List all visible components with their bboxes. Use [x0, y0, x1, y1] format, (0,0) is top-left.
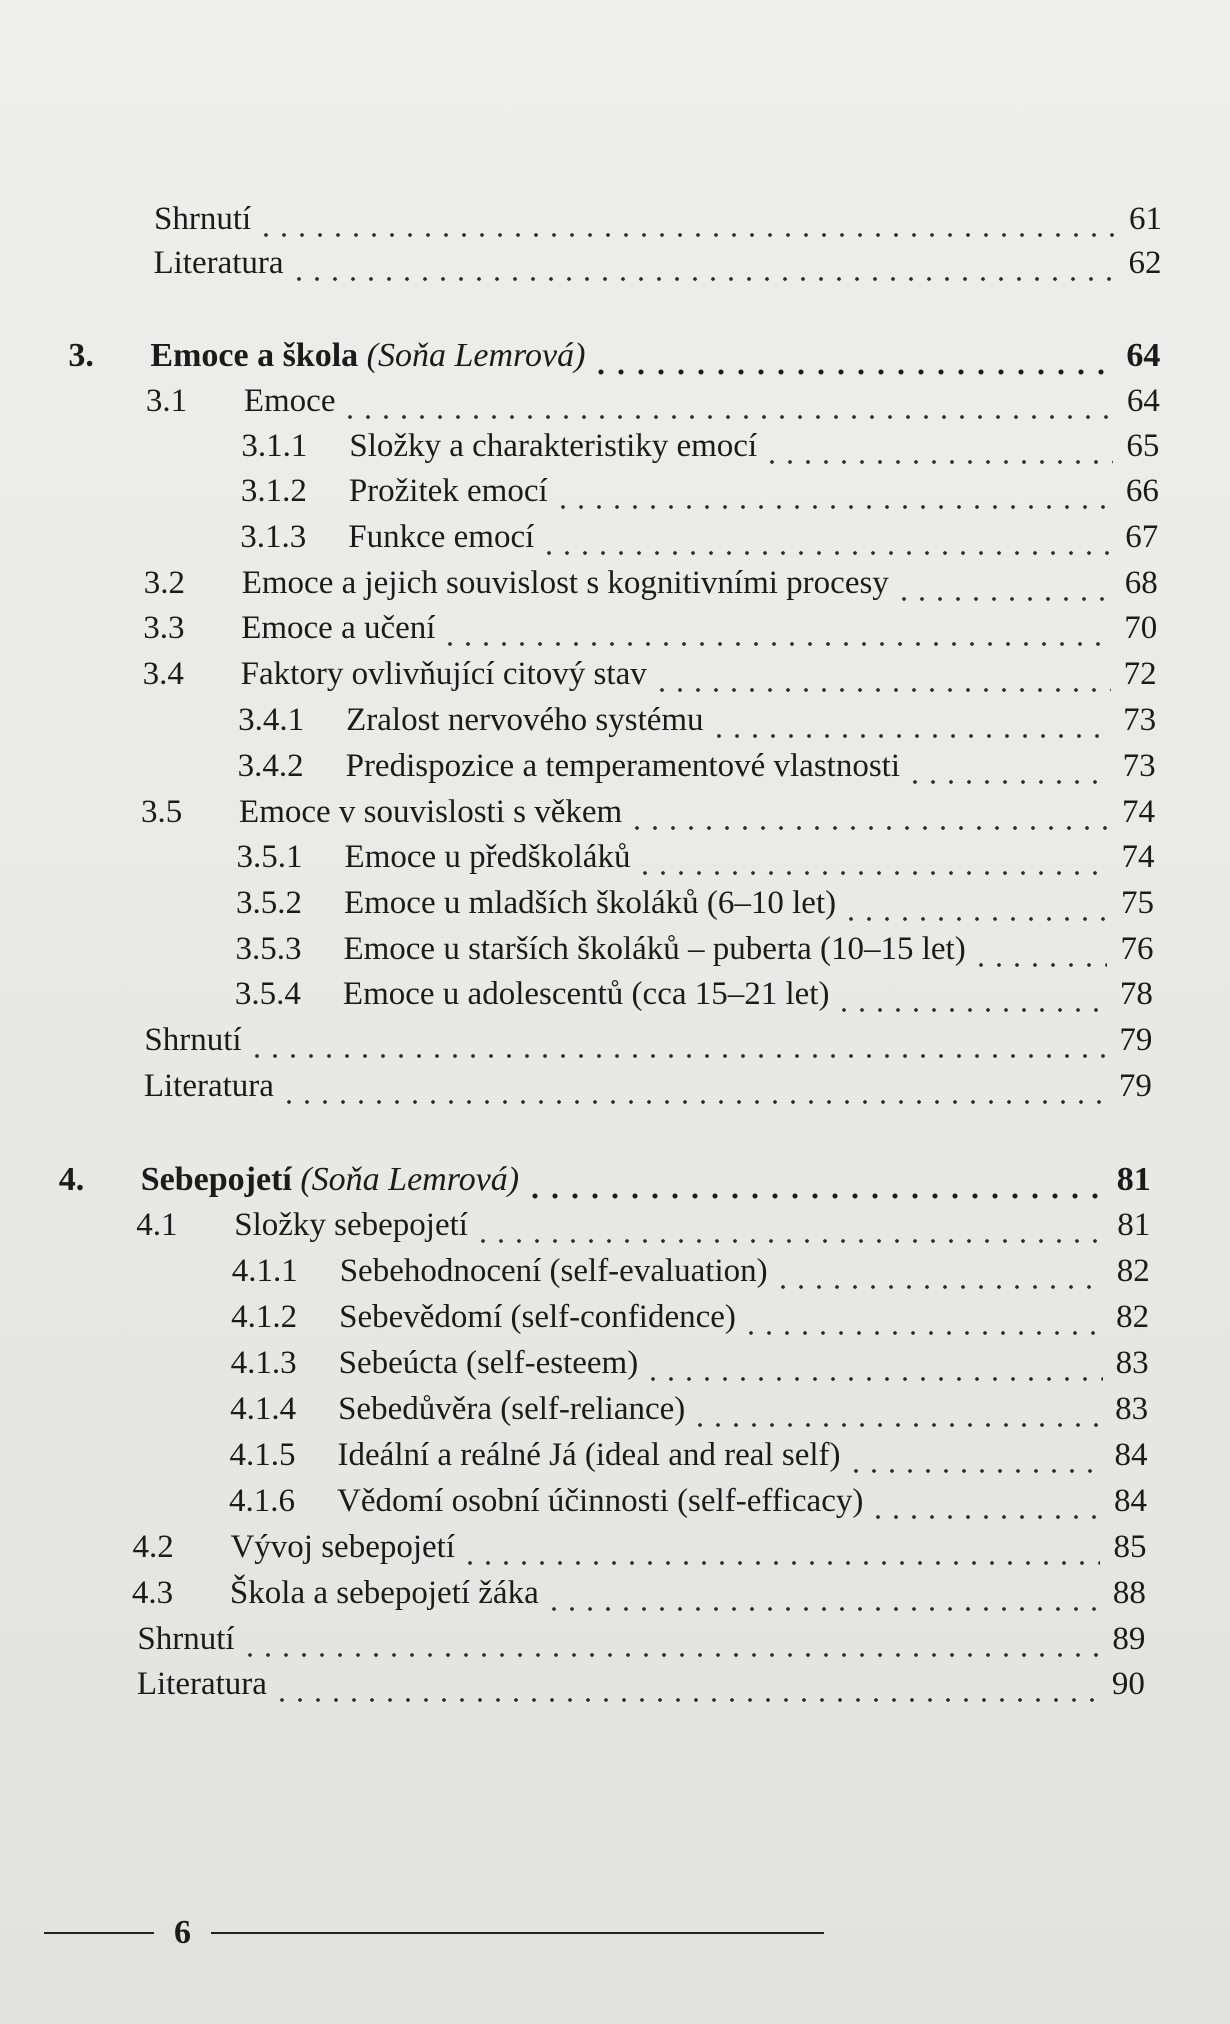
toc-entry: [137, 1616, 1145, 1662]
toc-entry: [238, 743, 1156, 789]
toc-entry-title: Emoce u předškoláků: [344, 839, 631, 875]
dot-leader: [644, 1340, 1102, 1386]
dot-leader: [540, 514, 1112, 560]
toc-entry-title: Složky a charakteristiky emocí: [349, 428, 758, 464]
toc-entry-page: 62: [1128, 245, 1162, 281]
toc-entry-title: Sebehodnocení (self-evaluation): [339, 1253, 768, 1289]
toc-entry-title: Emoce: [243, 383, 336, 419]
toc-entry-page: 73: [1122, 748, 1156, 784]
toc-entry-number: 4.1.2: [231, 1299, 298, 1335]
toc-entry-page: 83: [1115, 1391, 1149, 1427]
toc-entry-number: 4.1.5: [229, 1437, 296, 1473]
dot-leader: [280, 1063, 1106, 1109]
toc-entry-page: 90: [1111, 1666, 1145, 1702]
toc-entry-number: 4.1.3: [230, 1345, 297, 1381]
toc-entry: [231, 1294, 1149, 1340]
toc-entry: [230, 1386, 1148, 1432]
dot-leader: [441, 605, 1111, 651]
toc-entry-title: Zralost nervového systému: [346, 702, 704, 738]
dot-leader: [591, 333, 1114, 379]
toc-entry-page: 82: [1116, 1253, 1150, 1289]
toc-entry: [68, 333, 1160, 379]
toc-entry-title: Vědomí osobní účinnosti (self-efficacy): [337, 1483, 864, 1519]
toc-entry-title: Faktory ovlivňující citový stav: [240, 656, 647, 692]
toc-entry-number: 4.1: [136, 1207, 178, 1243]
dot-leader: [461, 1524, 1100, 1570]
toc-entry-author: (Soňa Lemrová): [300, 1161, 520, 1198]
toc-entry: [146, 378, 1160, 424]
toc-entry-page: 79: [1118, 1068, 1152, 1104]
toc-entry-page: 65: [1126, 428, 1160, 464]
dot-leader: [257, 196, 1116, 242]
toc-entry-title: Ideální a reálné Já (ideal and real self): [337, 1437, 841, 1473]
toc-entry-page: 79: [1119, 1022, 1153, 1058]
toc-entry-page: 68: [1124, 565, 1158, 601]
toc-entry-page: 78: [1119, 976, 1153, 1012]
toc-entry-page: 85: [1113, 1529, 1147, 1565]
toc-entry: [59, 1157, 1151, 1203]
toc-entry-title: Literatura: [143, 1068, 274, 1104]
toc-entry-title: Emoce v souvislosti s věkem: [239, 794, 623, 830]
toc-entry: [241, 468, 1159, 514]
toc-entry-number: 4.: [58, 1161, 85, 1198]
page-number: 6: [174, 1914, 191, 1951]
toc-entry-title: Sebedůvěra (self-reliance): [338, 1391, 686, 1427]
toc-entry-page: 74: [1121, 839, 1155, 875]
toc-entry-page: 76: [1120, 931, 1154, 967]
toc-entry-page: 84: [1114, 1483, 1147, 1519]
dot-leader: [241, 1616, 1100, 1662]
dot-leader: [636, 834, 1108, 880]
toc-entry-number: 3.5.2: [235, 885, 302, 921]
dot-leader: [554, 468, 1113, 514]
footer-rule-left: [44, 1932, 154, 1934]
toc-entry-title: Shrnutí: [137, 1621, 235, 1657]
toc-entry-title: Literatura: [136, 1666, 267, 1702]
dot-leader: [847, 1432, 1102, 1478]
toc-entry: [230, 1432, 1148, 1478]
toc-entry: [141, 789, 1155, 835]
toc-entry-number: 3.4: [142, 656, 184, 692]
toc-entry: [232, 1248, 1150, 1294]
toc-entry-page: 75: [1120, 885, 1154, 921]
toc-entry-page: 83: [1115, 1345, 1149, 1381]
dot-leader: [763, 423, 1113, 469]
toc-entry: [132, 1570, 1146, 1616]
toc-entry-page: 82: [1116, 1299, 1150, 1335]
toc-entry-page: 81: [1116, 1161, 1151, 1198]
toc-entry-number: 3.1.1: [241, 428, 308, 464]
toc-entry-number: 3.: [68, 337, 94, 374]
dot-leader: [545, 1570, 1100, 1616]
toc-entry-number: 4.1.6: [229, 1483, 295, 1519]
toc-entry-page: 64: [1126, 383, 1160, 419]
toc-entry-title: Emoce a jejich souvislost s kognitivními procesy: [241, 565, 889, 601]
toc-entry-title: Škola a sebepojetí žáka: [229, 1575, 539, 1611]
toc-entry-page: 72: [1123, 656, 1157, 692]
toc-entry-title: Emoce u adolescentů (cca 15–21 let): [342, 976, 830, 1012]
toc-entry-title: Prožitek emocí: [348, 473, 548, 509]
toc-entry-page: 61: [1129, 201, 1162, 237]
toc-entry: [143, 651, 1157, 697]
dot-leader: [290, 240, 1116, 286]
toc-entry-number: 3.5.1: [236, 839, 303, 875]
toc-entry-title: Sebepojetí: [140, 1161, 292, 1198]
toc-entry: [132, 1524, 1146, 1570]
toc-entry-page: 74: [1122, 794, 1156, 830]
toc-entry: [136, 1202, 1150, 1248]
toc-entry-title: Emoce a škola: [150, 337, 359, 374]
toc-entry: [236, 880, 1154, 926]
dot-leader: [906, 743, 1110, 789]
dot-leader: [341, 378, 1113, 424]
toc-entry-number: 3.1.2: [240, 473, 307, 509]
toc-entry-page: 89: [1112, 1621, 1146, 1657]
dot-leader: [691, 1386, 1102, 1432]
toc-entry-number: 3.4.2: [237, 748, 304, 784]
toc-entry: [144, 1017, 1152, 1063]
toc-entry-title: Funkce emocí: [348, 519, 535, 555]
toc-entry-number: 4.3: [131, 1575, 174, 1611]
toc-entry: [144, 560, 1158, 606]
toc-entry-page: 70: [1124, 610, 1158, 646]
dot-leader: [835, 971, 1106, 1017]
toc-entry-title: Sebeúcta (self-esteem): [338, 1345, 639, 1381]
toc-entry: [238, 697, 1156, 743]
toc-entry: [237, 834, 1155, 880]
toc-entry: [240, 514, 1158, 560]
page-footer: [44, 1908, 824, 1958]
toc-entry: [137, 1661, 1145, 1707]
toc-entry-number: 4.1.4: [230, 1391, 297, 1427]
dot-leader: [653, 651, 1111, 697]
toc-entry-title: Shrnutí: [154, 201, 252, 237]
dot-leader: [842, 880, 1108, 926]
toc-entry-number: 3.5: [141, 794, 183, 830]
dot-leader: [895, 560, 1112, 606]
dot-leader: [248, 1017, 1107, 1063]
toc-entry-title: Vývoj sebepojetí: [230, 1529, 455, 1565]
footer-rule-right: [211, 1932, 824, 1934]
toc-entry-page: 64: [1126, 337, 1161, 374]
toc-entry: [143, 605, 1157, 651]
toc-entry-title: Emoce u starších školáků – puberta (10–15 let): [343, 931, 966, 967]
toc-entry-author: (Soňa Lemrová): [366, 337, 586, 374]
dot-leader: [774, 1248, 1104, 1294]
toc-entry-title: Sebevědomí (self-confidence): [339, 1299, 736, 1335]
toc-entry-number: 3.2: [143, 565, 185, 601]
toc-entry-page: 66: [1125, 473, 1159, 509]
toc-entry: [241, 423, 1159, 469]
toc-entry: [235, 926, 1153, 972]
dot-leader: [710, 697, 1111, 743]
toc-entry-number: 3.1: [145, 383, 188, 419]
toc-entry-number: 3.5.4: [234, 976, 301, 1012]
toc-entry-title: Literatura: [153, 245, 284, 281]
toc-entry-page: 84: [1114, 1437, 1148, 1473]
toc-entry: [229, 1478, 1147, 1524]
dot-leader: [972, 926, 1108, 972]
toc-entry-page: 81: [1117, 1207, 1151, 1243]
toc-entry: [153, 240, 1161, 286]
dot-leader: [628, 789, 1109, 835]
toc-entry-page: 67: [1125, 519, 1159, 555]
toc-entry-number: 4.2: [132, 1529, 174, 1565]
toc-entry-title: Emoce u mladších školáků (6–10 let): [343, 885, 837, 921]
dot-leader: [525, 1157, 1105, 1203]
toc-entry: [144, 1063, 1152, 1109]
toc-entry: [154, 196, 1162, 242]
dot-leader: [474, 1202, 1104, 1248]
toc-entry: [231, 1340, 1149, 1386]
toc-entry-number: 3.5.3: [235, 931, 302, 967]
toc-entry-page: 88: [1112, 1575, 1146, 1611]
toc-entry-title: Složky sebepojetí: [234, 1207, 468, 1243]
toc-entry-number: 4.1.1: [231, 1253, 298, 1289]
dot-leader: [273, 1661, 1099, 1707]
toc-entry-title: Emoce a učení: [241, 610, 436, 646]
toc-entry-number: 3.1.3: [240, 519, 307, 555]
toc-entry: [235, 971, 1153, 1017]
dot-leader: [742, 1294, 1103, 1340]
toc-entry-page: 73: [1123, 702, 1157, 738]
toc-entry-number: 3.4.1: [238, 702, 305, 738]
toc-entry-number: 3.3: [143, 610, 185, 646]
toc-entry-title: Shrnutí: [144, 1022, 242, 1058]
dot-leader: [869, 1478, 1101, 1524]
toc-entry-title: Predispozice a temperamentové vlastnosti: [345, 748, 901, 784]
